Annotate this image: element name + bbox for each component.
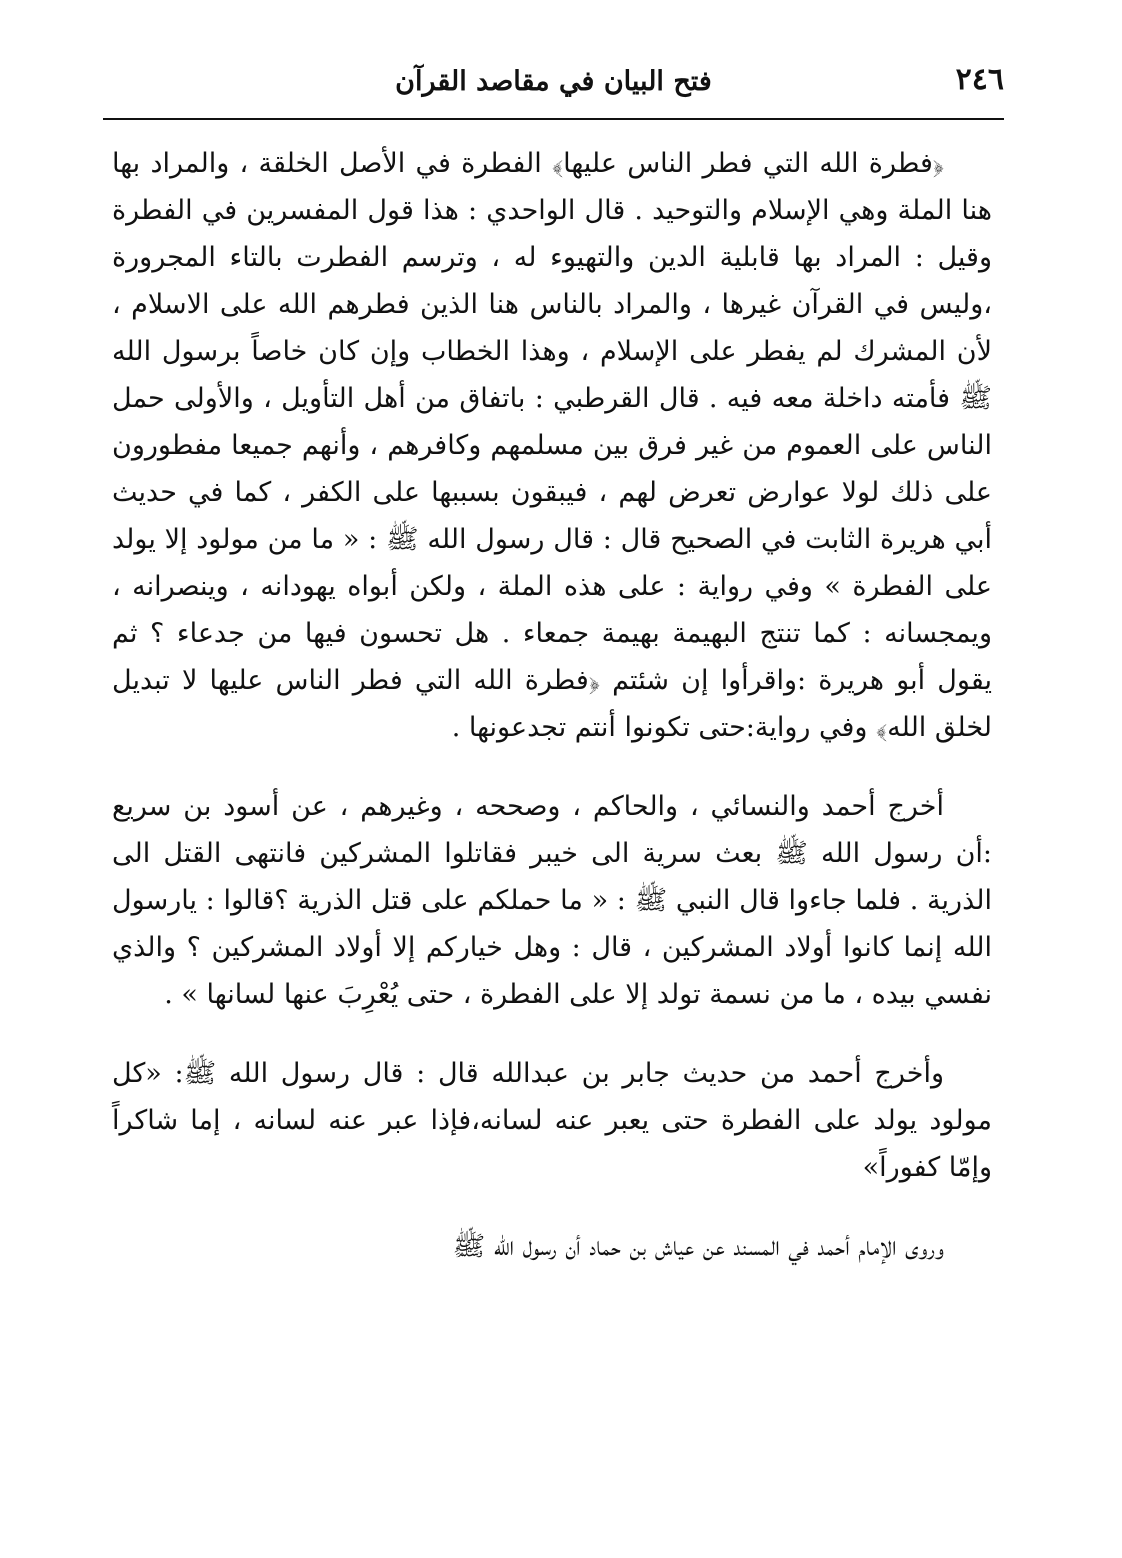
header-rule bbox=[103, 118, 1004, 120]
paragraph-4: وروى الإمام أحمد في المسند عن عياش بن حماد أن رسول الله ﷺ bbox=[452, 1231, 944, 1262]
paragraph-3: وأخرج أحمد من حديث جابر بن عبدالله قال : قال رسول الله ﷺ: «كل مولود يولد على الفطرة حتى يعبر عنه لسانه،فإذا عبر عنه لسانه ، إما شاكراً وإمّا كفوراً» bbox=[112, 1058, 992, 1183]
paragraph-2: أخرج أحمد والنسائي ، والحاكم ، وصححه ، وغيرهم ، عن أسود بن سريع :أن رسول الله ﷺ بعث سرية الى خيبر فقاتلوا المشركين فانتهى القتل الى الذرية . فلما جاءوا قال النبي ﷺ : « ما حملكم على قتل الذرية ؟قالوا : يارسول الله إنما كانوا أولاد المشركين ، قال : وهل خياركم إلا أولاد المشركين ؟ والذي نفسي بيده ، ما من نسمة تولد إلا على الفطرة ، حتى يُعْرِبَ عنها لسانها » . bbox=[112, 791, 992, 1010]
paragraph-1: ﴿فطرة الله التي فطر الناس عليها﴾ الفطرة في الأصل الخلقة ، والمراد بها هنا الملة وهي الإسلام والتوحيد . قال الواحدي : هذا قول المفسرين في الفطرة وقيل : المراد بها قابلية الدين والتهيوء له ، وترسم الفطرت بالتاء المجرورة ،وليس في القرآن غيرها ، والمراد بالناس هنا الذين فطرهم الله على الاسلام ، لأن المشرك لم يفطر على الإسلام ، وهذا الخطاب وإن كان خاصاً برسول الله ﷺ فأمته داخلة معه فيه . قال القرطبي : باتفاق من أهل التأويل ، والأولى حمل الناس على العموم من غير فرق بين مسلمهم وكافرهم ، وأنهم جميعا مفطورون على ذلك لولا عوارض تعرض لهم ، فيبقون بسببها على الكفر ، كما في حديث أبي هريرة الثابت في الصحيح قال : قال رسول الله ﷺ : « ما من مولود إلا يولد على الفطرة » وفي رواية : على هذه الملة ، ولكن أبواه يهودانه ، وينصرانه ، ويمجسانه : كما تنتج البهيمة بهيمة جمعاء . هل تحسون فيها من جدعاء ؟ ثم يقول أبو هريرة :واقرأوا إن شئتم ﴿فطرة الله التي فطر الناس عليها لا تبديل لخلق الله﴾ وفي رواية:حتى تكونوا أنتم تجدعونها . bbox=[112, 148, 992, 743]
page-body bbox=[112, 140, 992, 1270]
page-number: ٢٤٦ bbox=[955, 62, 1004, 97]
page-header bbox=[103, 62, 1004, 112]
running-title: فتح البيان في مقاصد القرآن bbox=[395, 66, 712, 97]
